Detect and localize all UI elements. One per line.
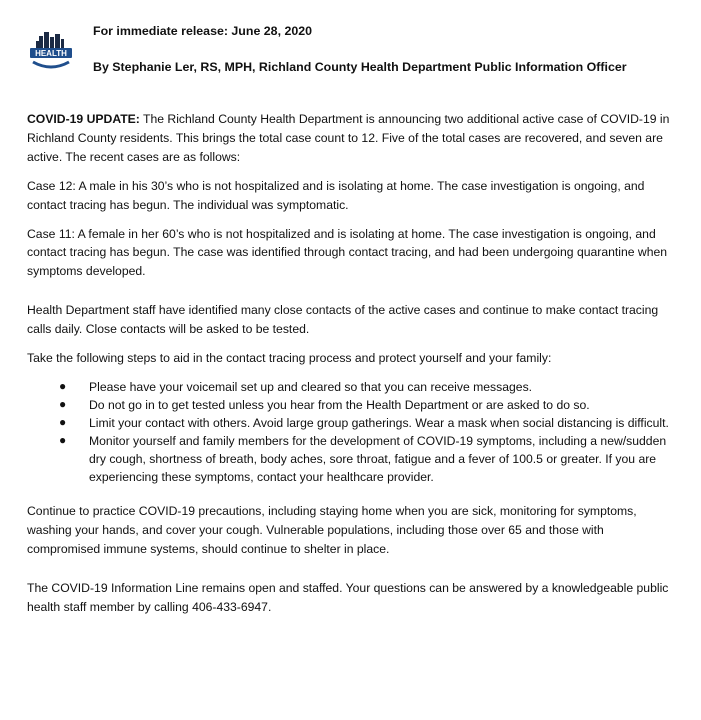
close-contacts-paragraph: Health Department staff have identified many close contacts of the active cases and continue to make contact tracing calls daily. Close contacts will be asked to be tested.	[27, 303, 659, 337]
byline: By Stephanie Ler, RS, MPH, Richland County Health Department Public Information Officer	[93, 60, 627, 75]
release-date-line: For immediate release: June 28, 2020	[93, 24, 313, 38]
case-11-paragraph: Case 11: A female in her 60’s who is not hospitalized and is isolating at home. The case investigation is ongoing, and contact tracing has begun. The case was identified through contact tracing, and had been undergoing quarantine when symptoms developed.	[27, 226, 668, 279]
steps-intro: Take the following steps to aid in the contact tracing process and protect yourself and your family:	[27, 351, 552, 366]
steps-list	[27, 378, 677, 486]
bullet-icon: ●	[59, 415, 67, 430]
list-item: ● Do not go in to get tested unless you hear from the Health Department or are asked to do so.	[59, 397, 590, 413]
health-department-logo	[28, 28, 74, 74]
list-item: ● Please have your voicemail set up and cleared so that you can receive messages.	[59, 378, 533, 394]
precautions-paragraph: Continue to practice COVID-19 precautions, including staying home when you are sick, monitoring for symptoms, washing your hands, and cover your cough. Vulnerable populations, including those over 65 and those with compromised immune systems, should continue to shelter in place.	[27, 504, 637, 557]
skyline-icon	[36, 32, 64, 48]
update-paragraph	[27, 110, 677, 167]
release-body	[27, 110, 677, 627]
case-12-paragraph: Case 12: A male in his 30’s who is not hospitalized and is isolating at home. The case investigation is ongoing, and contact tracing has begun. The individual was symptomatic.	[27, 178, 645, 212]
bullet-icon: ●	[59, 397, 67, 412]
list-item: ● Limit your contact with others. Avoid large group gatherings. Wear a mask when social distancing is difficult.	[59, 415, 669, 431]
update-text: The Richland County Health Department is announcing two additional active case of COVID-19 in Richland County residents. This brings the total case count to 12. Five of the total cases are recovered, and seven are active. The recent cases are as follows:	[27, 112, 670, 164]
bullet-icon: ●	[59, 433, 67, 448]
list-item: ● Monitor yourself and family members for the development of COVID-19 symptoms, including a new/sudden dry cough, shortness of breath, body aches, sore throat, fatigue and a fever of 100.5 or greater. If you are experiencing these symptoms, contact your healthcare provider.	[59, 433, 667, 485]
logo-text: HEALTH	[35, 49, 67, 59]
bullet-icon: ●	[59, 378, 67, 393]
info-line-paragraph: The COVID-19 Information Line remains open and staffed. Your questions can be answered by a knowledgeable public health staff member by calling 406-433-6947.	[27, 580, 669, 614]
release-header	[93, 22, 683, 77]
update-lead: COVID-19 UPDATE:	[27, 112, 140, 126]
